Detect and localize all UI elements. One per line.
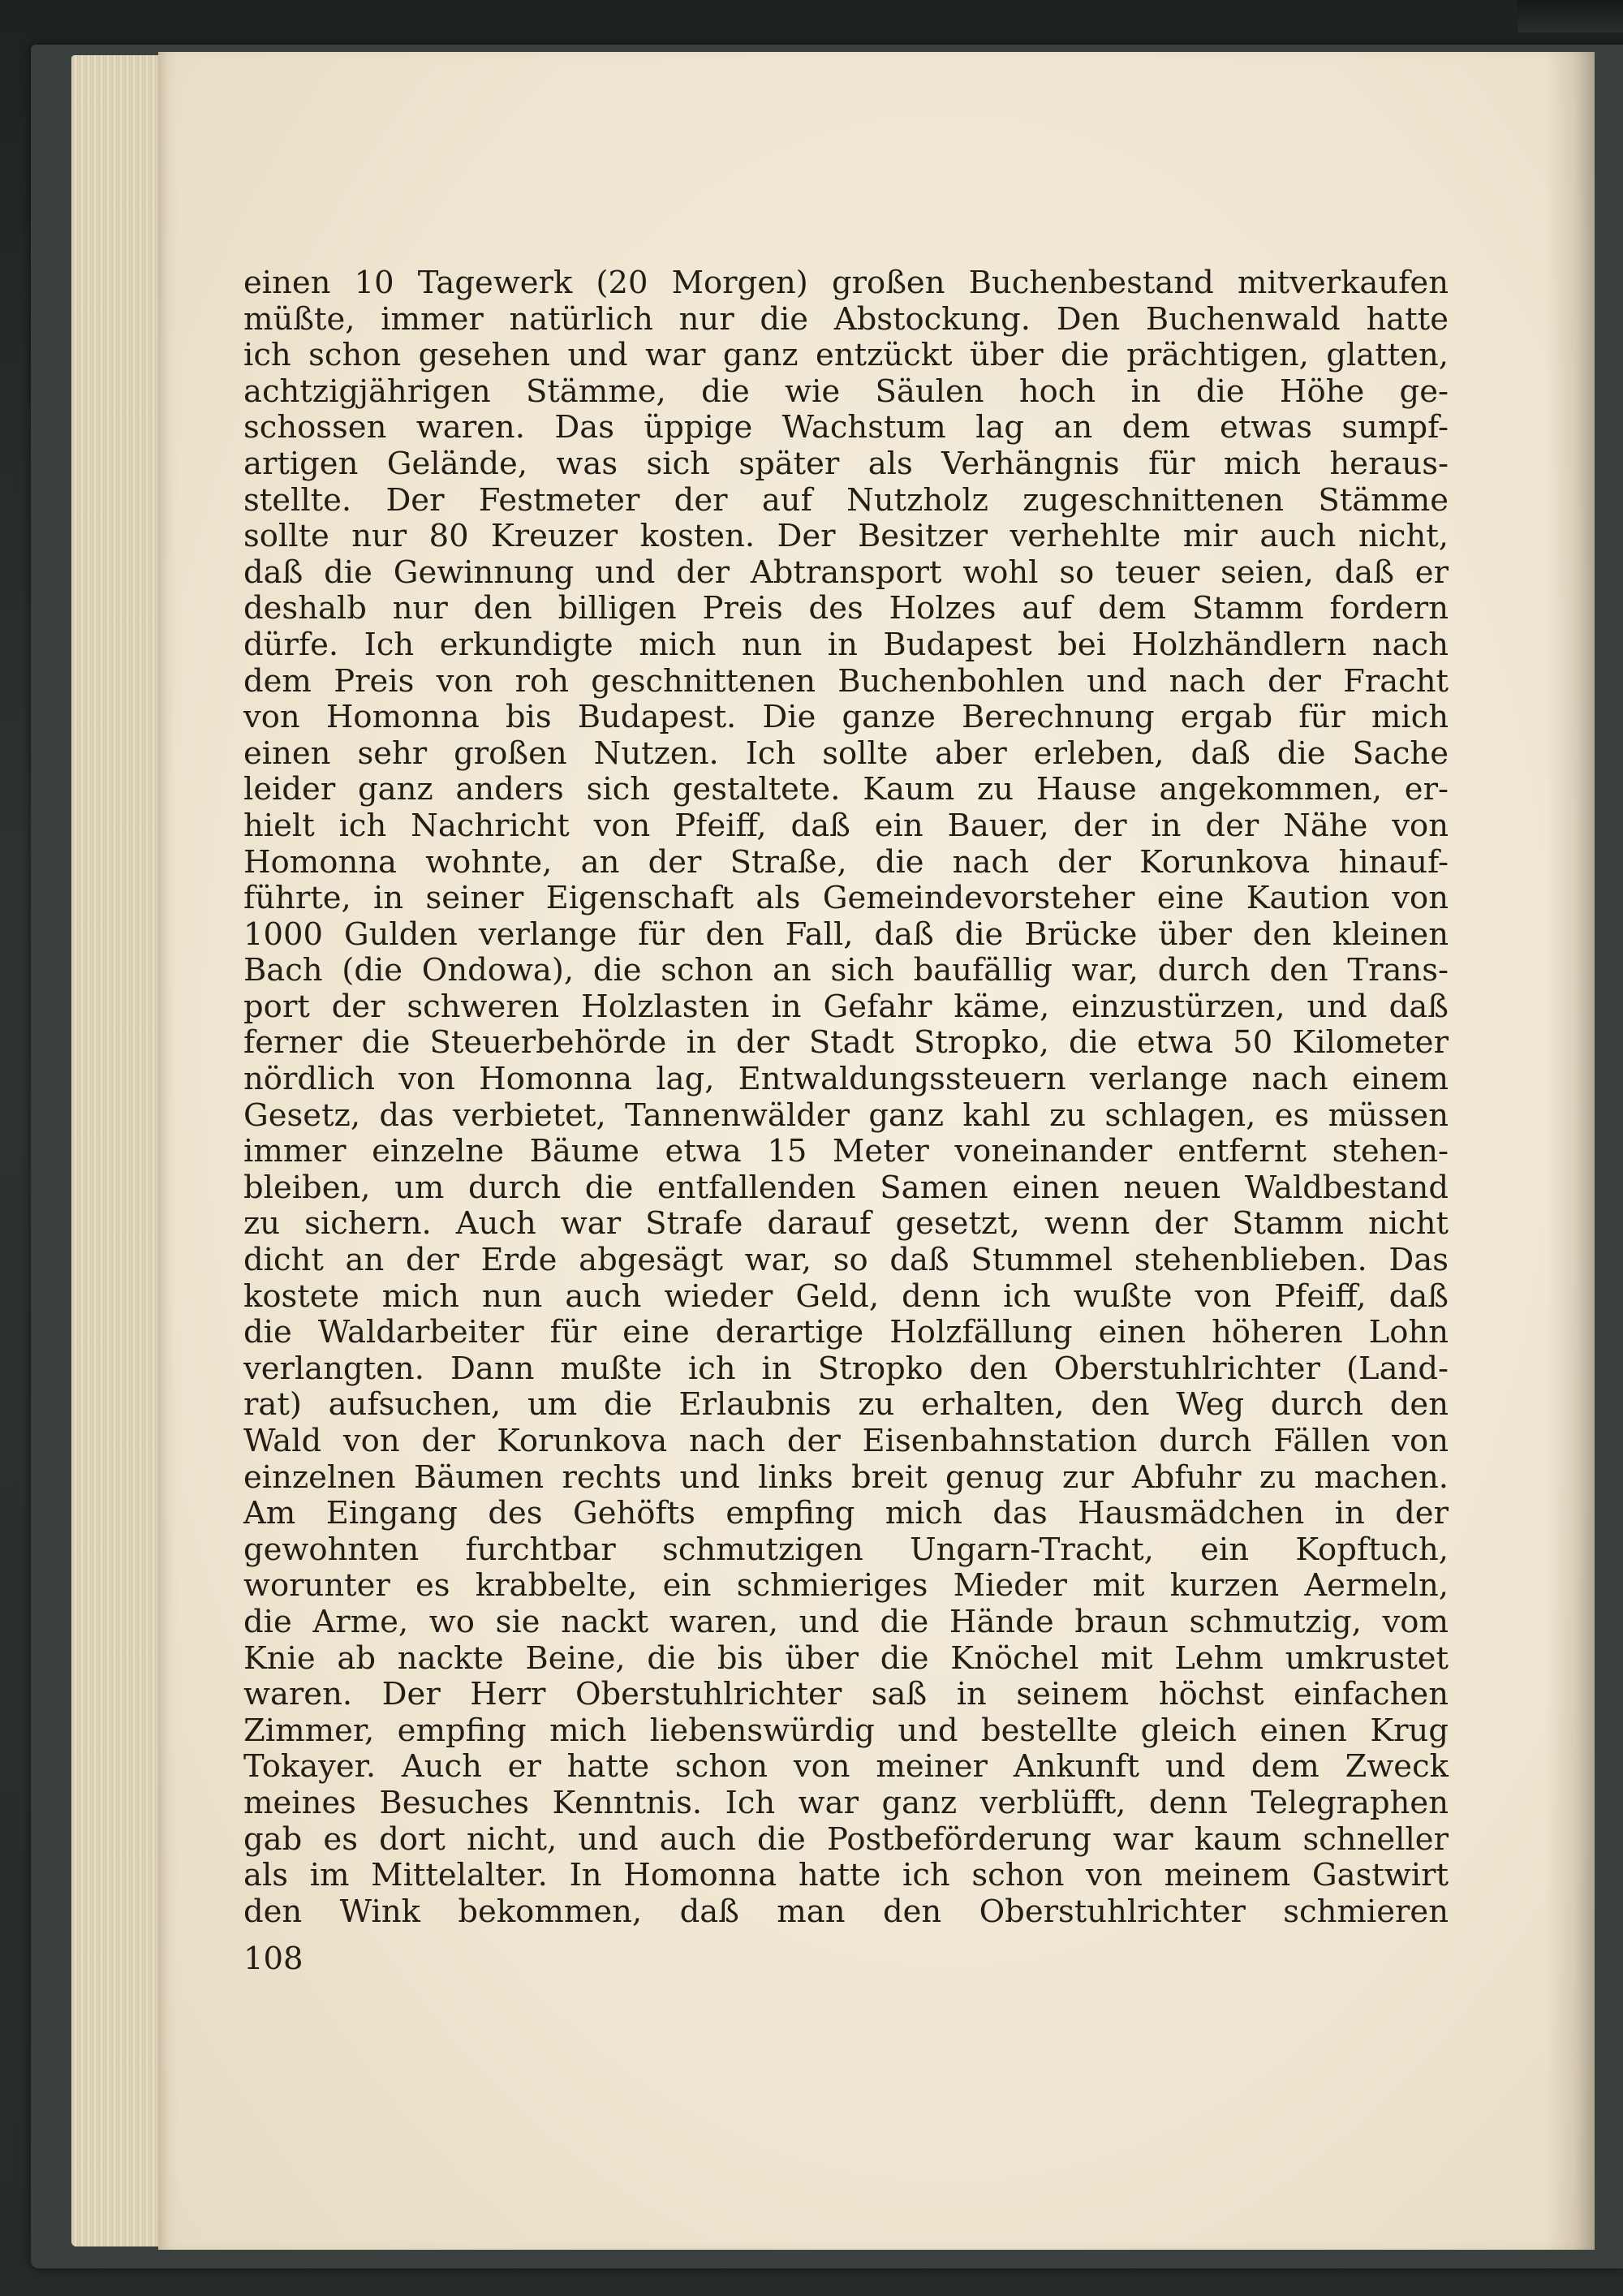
text-line: artigen Gelände, was sich später als Verhängnis für mich heraus- xyxy=(243,445,1449,482)
text-line: die Arme, wo sie nackt waren, und die Hände braun schmutzig, vom xyxy=(243,1603,1449,1640)
text-line: von Homonna bis Budapest. Die ganze Berechnung ergab für mich xyxy=(243,699,1449,736)
text-line: zu sichern. Auch war Strafe darauf gesetzt, wenn der Stamm nicht xyxy=(243,1205,1449,1243)
text-line: verlangten. Dann mußte ich in Stropko den Oberstuhlrichter (Land- xyxy=(243,1350,1449,1387)
text-line: waren. Der Herr Oberstuhlrichter saß in seinem höchst einfachen xyxy=(243,1676,1449,1713)
text-line: bleiben, um durch die entfallenden Samen einen neuen Waldbestand xyxy=(243,1169,1449,1206)
text-line: Tokayer. Auch er hatte schon von meiner Ankunft und dem Zweck xyxy=(243,1748,1449,1786)
text-line: einen 10 Tagewerk (20 Morgen) großen Buchenbestand mitverkaufen xyxy=(243,265,1449,301)
text-line: 1000 Gulden verlange für den Fall, daß die Brücke über den kleinen xyxy=(243,915,1449,953)
page-number: 108 xyxy=(243,1941,304,1977)
background-corner xyxy=(1518,0,1623,32)
text-line: meines Besuches Kenntnis. Ich war ganz verblüfft, denn Telegraphen xyxy=(243,1784,1449,1821)
text-line: die Waldarbeiter für eine derartige Holzfällung einen höheren Lohn xyxy=(243,1314,1449,1351)
text-line: daß die Gewinnung und der Abtransport wohl so teuer seien, daß er xyxy=(243,554,1449,591)
text-line: Knie ab nackte Beine, die bis über die Knöchel mit Lehm umkrustet xyxy=(243,1639,1449,1677)
text-line: dem Preis von roh geschnittenen Buchenbohlen und nach der Fracht xyxy=(243,662,1449,700)
text-line: stellte. Der Festmeter der auf Nutzholz zugeschnittenen Stämme xyxy=(243,481,1449,519)
text-line: ferner die Steuerbehörde in der Stadt Stropko, die etwa 50 Kilometer xyxy=(243,1024,1449,1062)
text-line: immer einzelne Bäume etwa 15 Meter voneinander entfernt stehen- xyxy=(243,1133,1449,1170)
text-line: Wald von der Korunkova nach der Eisenbahnstation durch Fällen von xyxy=(243,1423,1449,1459)
text-line: Zimmer, empfing mich liebenswürdig und bestellte gleich einen Krug xyxy=(243,1712,1449,1749)
text-line: kostete mich nun auch wieder Geld, denn ich wußte von Pfeiff, daß xyxy=(243,1277,1449,1315)
text-line: Gesetz, das verbietet, Tannenwälder ganz kahl zu schlagen, es müssen xyxy=(243,1096,1449,1134)
text-line: müßte, immer natürlich nur die Abstockung. Den Buchenwald hatte xyxy=(243,300,1449,338)
text-line: rat) aufsuchen, um die Erlaubnis zu erhalten, den Weg durch den xyxy=(243,1386,1449,1424)
page-edges xyxy=(71,55,169,2246)
text-line: einen sehr großen Nutzen. Ich sollte aber erleben, daß die Sache xyxy=(243,734,1449,772)
text-line: hielt ich Nachricht von Pfeiff, daß ein Bauer, der in der Nähe von xyxy=(243,807,1449,844)
text-line: Homonna wohnte, an der Straße, die nach der Korunkova hinauf- xyxy=(243,843,1449,881)
text-line: gewohnten furchtbar schmutzigen Ungarn-Tracht, ein Kopftuch, xyxy=(243,1531,1449,1568)
text-line: schossen waren. Das üppige Wachstum lag an dem etwas sumpf- xyxy=(243,409,1449,446)
page-gutter xyxy=(1546,52,1595,2250)
text-line: als im Mittelalter. In Homonna hatte ich schon von meinem Gastwirt xyxy=(243,1857,1449,1894)
text-line: dürfe. Ich erkundigte mich nun in Budapest bei Holzhändlern nach xyxy=(243,626,1449,663)
text-line: worunter es krabbelte, ein schmieriges Mieder mit kurzen Aermeln, xyxy=(243,1567,1449,1605)
text-line: Am Eingang des Gehöfts empfing mich das Hausmädchen in der xyxy=(243,1495,1449,1532)
text-line: nördlich von Homonna lag, Entwaldungssteuern verlange nach einem xyxy=(243,1061,1449,1098)
text-line: den Wink bekommen, daß man den Oberstuhlrichter schmieren xyxy=(243,1893,1449,1930)
text-line: deshalb nur den billigen Preis des Holzes auf dem Stamm fordern xyxy=(243,590,1449,627)
text-line: sollte nur 80 Kreuzer kosten. Der Besitzer verhehlte mir auch nicht, xyxy=(243,518,1449,555)
text-line: leider ganz anders sich gestaltete. Kaum zu Hause angekommen, er- xyxy=(243,771,1449,808)
text-line: port der schweren Holzlasten in Gefahr käme, einzustürzen, und daß xyxy=(243,988,1449,1025)
body-text xyxy=(243,265,1449,1930)
text-line: ich schon gesehen und war ganz entzückt über die prächtigen, glatten, xyxy=(243,337,1449,374)
text-line: dicht an der Erde abgesägt war, so daß Stummel stehenblieben. Das xyxy=(243,1242,1449,1279)
text-line: führte, in seiner Eigenschaft als Gemeindevorsteher eine Kaution von xyxy=(243,880,1449,917)
text-line: einzelnen Bäumen rechts und links breit genug zur Abfuhr zu machen. xyxy=(243,1458,1449,1496)
text-line: Bach (die Ondowa), die schon an sich baufällig war, durch den Trans- xyxy=(243,952,1449,989)
text-line: gab es dort nicht, und auch die Postbeförderung war kaum schneller xyxy=(243,1820,1449,1858)
text-line: achtzigjährigen Stämme, die wie Säulen hoch in die Höhe ge- xyxy=(243,373,1449,410)
